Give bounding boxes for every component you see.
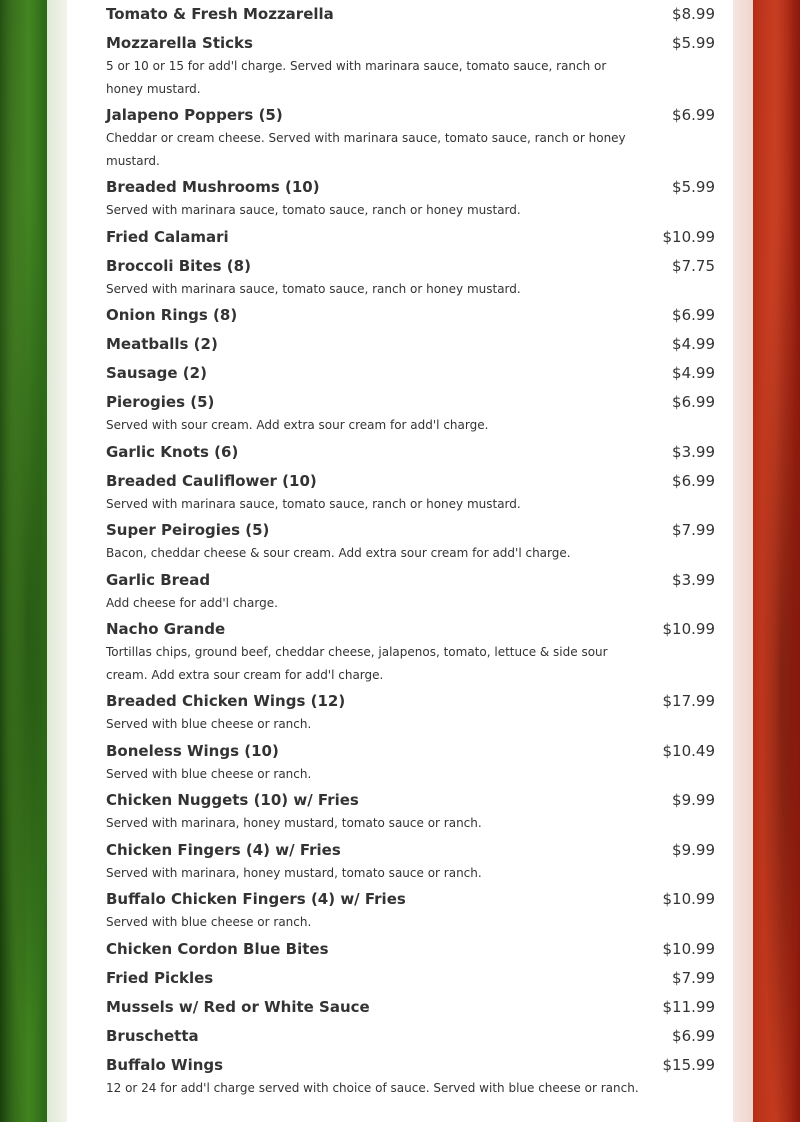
menu-item-description: Served with sour cream. Add extra sour cream for add'l charge. bbox=[106, 418, 489, 432]
menu-item-price: $6.99 bbox=[672, 471, 715, 490]
menu-item-row bbox=[106, 791, 715, 810]
right-border-red bbox=[753, 0, 800, 1122]
menu-item bbox=[106, 443, 715, 462]
menu-item-row bbox=[106, 890, 715, 909]
menu-item-name: Bruschetta bbox=[106, 1026, 199, 1045]
menu-item-row bbox=[106, 364, 715, 383]
menu-item-price: $10.99 bbox=[662, 620, 715, 638]
menu-item-description: 12 or 24 for add'l charge served with choice of sauce. Served with blue cheese or ranch. bbox=[106, 1080, 639, 1095]
menu-item bbox=[106, 306, 715, 325]
menu-item bbox=[106, 692, 715, 736]
menu-item-row bbox=[106, 5, 715, 24]
menu-item bbox=[106, 1027, 715, 1046]
menu-item-name: Garlic Knots (6) bbox=[106, 442, 239, 461]
menu-item-name: Jalapeno Poppers (5) bbox=[106, 106, 283, 124]
left-border-white-strip bbox=[47, 0, 67, 1122]
menu-item-price: $4.99 bbox=[672, 335, 715, 353]
menu-item-name: Super Peirogies (5) bbox=[106, 521, 270, 539]
menu-item bbox=[106, 571, 715, 615]
menu-item bbox=[106, 742, 715, 786]
menu-item-price: $7.99 bbox=[672, 521, 715, 539]
menu-item-name: Garlic Bread bbox=[106, 570, 211, 589]
menu-item-price: $3.99 bbox=[672, 570, 715, 589]
menu-item-description: Served with blue cheese or ranch. bbox=[106, 717, 312, 731]
menu-item-name: Pierogies (5) bbox=[106, 393, 215, 411]
menu-item-description: Served with marinara sauce, tomato sauce, ranch or honey mustard. bbox=[106, 281, 521, 296]
menu-item-price: $17.99 bbox=[662, 692, 715, 710]
menu-item bbox=[106, 841, 715, 885]
menu-item-name: Chicken Cordon Blue Bites bbox=[106, 939, 329, 958]
menu-item-description: Cheddar or cream cheese. Served with marinara sauce, tomato sauce, ranch or honey mustard. bbox=[106, 131, 626, 168]
menu-item bbox=[106, 620, 715, 686]
menu-item-price: $7.99 bbox=[672, 968, 715, 987]
menu-item-name: Mozzarella Sticks bbox=[106, 34, 253, 52]
menu-item-description: Tortillas chips, ground beef, cheddar cheese, jalapenos, tomato, lettuce & side sour cream. Add extra sour cream for add'l charge. bbox=[106, 645, 608, 682]
menu-item-description: Served with blue cheese or ranch. bbox=[106, 915, 312, 929]
menu-item-description: Served with marinara sauce, tomato sauce, ranch or honey mustard. bbox=[106, 203, 521, 217]
menu-item bbox=[106, 106, 715, 172]
right-border-white-strip bbox=[733, 0, 753, 1122]
menu-item-price: $6.99 bbox=[672, 106, 715, 124]
menu-item-price: $10.99 bbox=[662, 939, 715, 958]
menu-item-price: $10.49 bbox=[662, 741, 715, 760]
menu-item-price: $9.99 bbox=[672, 791, 715, 809]
menu-item bbox=[106, 791, 715, 835]
menu-item-row bbox=[106, 620, 715, 639]
menu-item-name: Chicken Fingers (4) w/ Fries bbox=[106, 840, 341, 859]
menu-item-row bbox=[106, 393, 715, 412]
menu-item-name: Breaded Chicken Wings (12) bbox=[106, 692, 346, 710]
menu-item bbox=[106, 364, 715, 383]
menu-item-row bbox=[106, 335, 715, 354]
menu-item-name: Tomato & Fresh Mozzarella bbox=[106, 5, 334, 23]
menu-item-row bbox=[106, 106, 715, 125]
menu-item-name: Buffalo Wings bbox=[106, 1055, 224, 1074]
menu-item-description: Bacon, cheddar cheese & sour cream. Add extra sour cream for add'l charge. bbox=[106, 546, 571, 560]
menu-item bbox=[106, 5, 715, 24]
menu-item-row bbox=[106, 1027, 715, 1046]
menu-item-name: Boneless Wings (10) bbox=[106, 741, 279, 760]
menu-item-name: Mussels w/ Red or White Sauce bbox=[106, 997, 370, 1016]
menu-item-description: Served with blue cheese or ranch. bbox=[106, 766, 312, 781]
menu-item-name: Chicken Nuggets (10) w/ Fries bbox=[106, 791, 359, 809]
menu-item-description: Add cheese for add'l charge. bbox=[106, 595, 278, 610]
menu-item-description: Served with marinara, honey mustard, tomato sauce or ranch. bbox=[106, 816, 482, 830]
menu-item-row bbox=[106, 443, 715, 462]
menu-item-price: $10.99 bbox=[662, 890, 715, 908]
menu-item-price: $6.99 bbox=[672, 393, 715, 411]
menu-item bbox=[106, 178, 715, 222]
menu-item-name: Meatballs (2) bbox=[106, 335, 218, 353]
menu-item-description: Served with marinara sauce, tomato sauce, ranch or honey mustard. bbox=[106, 496, 521, 511]
menu-item-name: Nacho Grande bbox=[106, 620, 226, 638]
menu-item-price: $15.99 bbox=[662, 1055, 715, 1074]
menu-item-price: $10.99 bbox=[662, 227, 715, 246]
menu-item-row bbox=[106, 969, 715, 988]
menu-item bbox=[106, 34, 715, 100]
menu-item-price: $8.99 bbox=[672, 5, 715, 23]
menu-item-price: $7.75 bbox=[672, 256, 715, 275]
menu-item-row bbox=[106, 841, 715, 860]
menu-list bbox=[106, 5, 715, 1105]
menu-item-row bbox=[106, 257, 715, 276]
menu-item bbox=[106, 890, 715, 934]
menu-item-price: $4.99 bbox=[672, 364, 715, 382]
menu-item-row bbox=[106, 1056, 715, 1075]
menu-item-name: Broccoli Bites (8) bbox=[106, 256, 251, 275]
menu-item-row bbox=[106, 228, 715, 247]
menu-item-name: Buffalo Chicken Fingers (4) w/ Fries bbox=[106, 890, 406, 908]
menu-item-row bbox=[106, 306, 715, 325]
menu-item bbox=[106, 998, 715, 1017]
menu-item-row bbox=[106, 571, 715, 590]
menu-item bbox=[106, 940, 715, 959]
menu-item-description: Served with marinara, honey mustard, tomato sauce or ranch. bbox=[106, 865, 482, 880]
menu-item bbox=[106, 1056, 715, 1100]
menu-item-price: $6.99 bbox=[672, 1026, 715, 1045]
menu-item-name: Fried Calamari bbox=[106, 227, 229, 246]
menu-item-row bbox=[106, 940, 715, 959]
menu-item-description: 5 or 10 or 15 for add'l charge. Served with marinara sauce, tomato sauce, ranch or honey mustard. bbox=[106, 59, 607, 96]
left-border-green bbox=[0, 0, 47, 1122]
menu-item-name: Onion Rings (8) bbox=[106, 306, 238, 324]
menu-item-name: Fried Pickles bbox=[106, 968, 214, 987]
menu-item-price: $9.99 bbox=[672, 840, 715, 859]
menu-item bbox=[106, 228, 715, 247]
menu-item-row bbox=[106, 472, 715, 491]
menu-item bbox=[106, 969, 715, 988]
menu-item-row bbox=[106, 742, 715, 761]
menu-item-name: Sausage (2) bbox=[106, 364, 207, 382]
menu-item-price: $3.99 bbox=[672, 442, 715, 461]
menu-item-price: $5.99 bbox=[672, 34, 715, 52]
menu-item-row bbox=[106, 998, 715, 1017]
menu-item-price: $11.99 bbox=[662, 997, 715, 1016]
menu-item-row bbox=[106, 34, 715, 53]
menu-item-row bbox=[106, 692, 715, 711]
menu-item bbox=[106, 472, 715, 516]
menu-item-name: Breaded Cauliflower (10) bbox=[106, 471, 317, 490]
menu-item-row bbox=[106, 521, 715, 540]
menu-item-price: $6.99 bbox=[672, 306, 715, 324]
menu-item-row bbox=[106, 178, 715, 197]
menu-item bbox=[106, 335, 715, 354]
menu-item bbox=[106, 521, 715, 565]
menu-item-price: $5.99 bbox=[672, 178, 715, 196]
menu-item-name: Breaded Mushrooms (10) bbox=[106, 178, 320, 196]
menu-item bbox=[106, 257, 715, 301]
menu-item bbox=[106, 393, 715, 437]
